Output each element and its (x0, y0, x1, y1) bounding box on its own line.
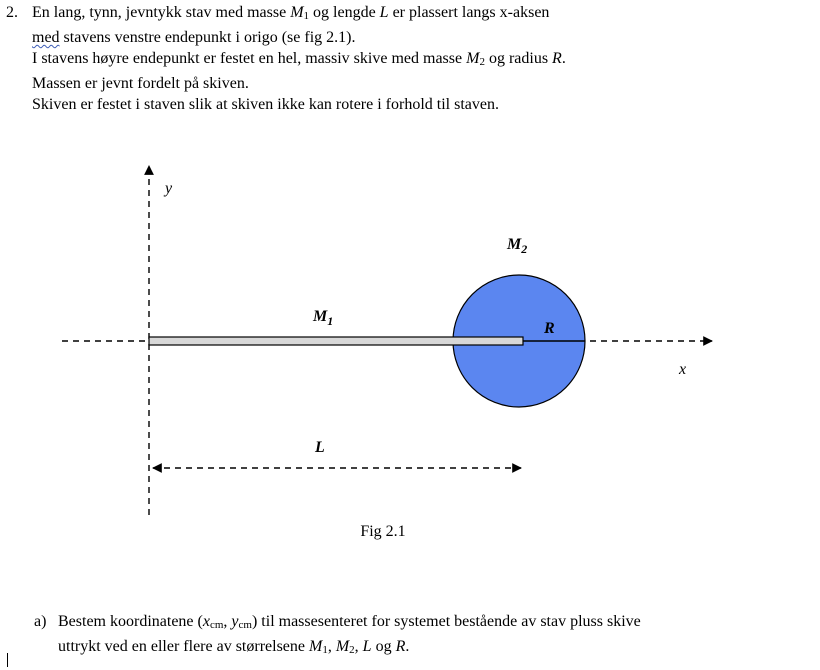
question-a (34, 611, 794, 661)
symbol-r: R (552, 50, 562, 67)
text-segment: . (561, 50, 566, 67)
text-cursor (7, 653, 8, 667)
rod-mass-subscript: 1 (327, 314, 334, 328)
rod-mass-symbol: M (313, 308, 328, 325)
disk-mass-subscript: 2 (521, 242, 528, 256)
symbol-m: M (290, 4, 304, 21)
subscript: 1 (322, 644, 328, 656)
subscript: cm (209, 619, 224, 631)
text-segment: og (371, 638, 396, 655)
text-segment: Bestem koordinatene ( (58, 613, 203, 630)
text-segment: og radius (484, 50, 553, 67)
symbol-y: y (231, 613, 239, 630)
rod-mass-label (312, 308, 333, 328)
spellcheck-underlined-word[interactable]: med (32, 29, 60, 46)
problem-line-5: Skiven er festet i staven slik at skiven ikke kan rotere i forhold til staven. (32, 96, 499, 113)
subscript: 2 (349, 644, 355, 656)
disk-mass-label (506, 236, 527, 256)
question-line-1 (58, 611, 794, 636)
rod (149, 337, 523, 345)
question-line-2 (58, 636, 794, 661)
question-label: a) (34, 613, 47, 630)
symbol-x: x (202, 613, 210, 630)
symbol-r: R (395, 638, 406, 655)
symbol-l: L (362, 638, 372, 655)
text-segment: , (223, 613, 232, 630)
length-label: L (315, 439, 325, 456)
subscript: cm (238, 619, 252, 631)
symbol-m: M (335, 638, 350, 655)
text-segment: , (327, 638, 336, 655)
text-segment: uttrykt ved en eller flere av størrelsene (58, 638, 309, 655)
text-segment: og lengde (309, 4, 380, 21)
text-segment: stavens venstre endepunkt i origo (se fig 2.1). (59, 29, 356, 46)
x-axis-label: x (679, 361, 687, 378)
disk-mass-symbol: M (507, 236, 522, 253)
symbol-m: M (309, 638, 323, 655)
text-segment: ) til massesenteret for systemet bestående av stav pluss skive (251, 613, 641, 630)
radius-label: R (544, 320, 555, 337)
y-axis-label: y (165, 180, 173, 197)
subscript: 2 (479, 56, 485, 68)
symbol-l: L (379, 4, 389, 21)
text-segment: er plassert langs x-aksen (388, 4, 550, 21)
text-segment: I stavens høyre endepunkt er festet en hel, massiv skive med masse (32, 50, 467, 67)
problem-number: 2. (6, 4, 18, 21)
symbol-m: M (466, 50, 480, 67)
text-segment: . (405, 638, 410, 655)
text-segment: , (354, 638, 363, 655)
subscript: 1 (303, 10, 310, 22)
figure-caption: Fig 2.1 (360, 523, 406, 540)
text-segment: En lang, tynn, jevntykk stav med masse (32, 4, 291, 21)
question-body (58, 611, 794, 661)
problem-line-4: Massen er jevnt fordelt på skiven. (32, 75, 249, 92)
